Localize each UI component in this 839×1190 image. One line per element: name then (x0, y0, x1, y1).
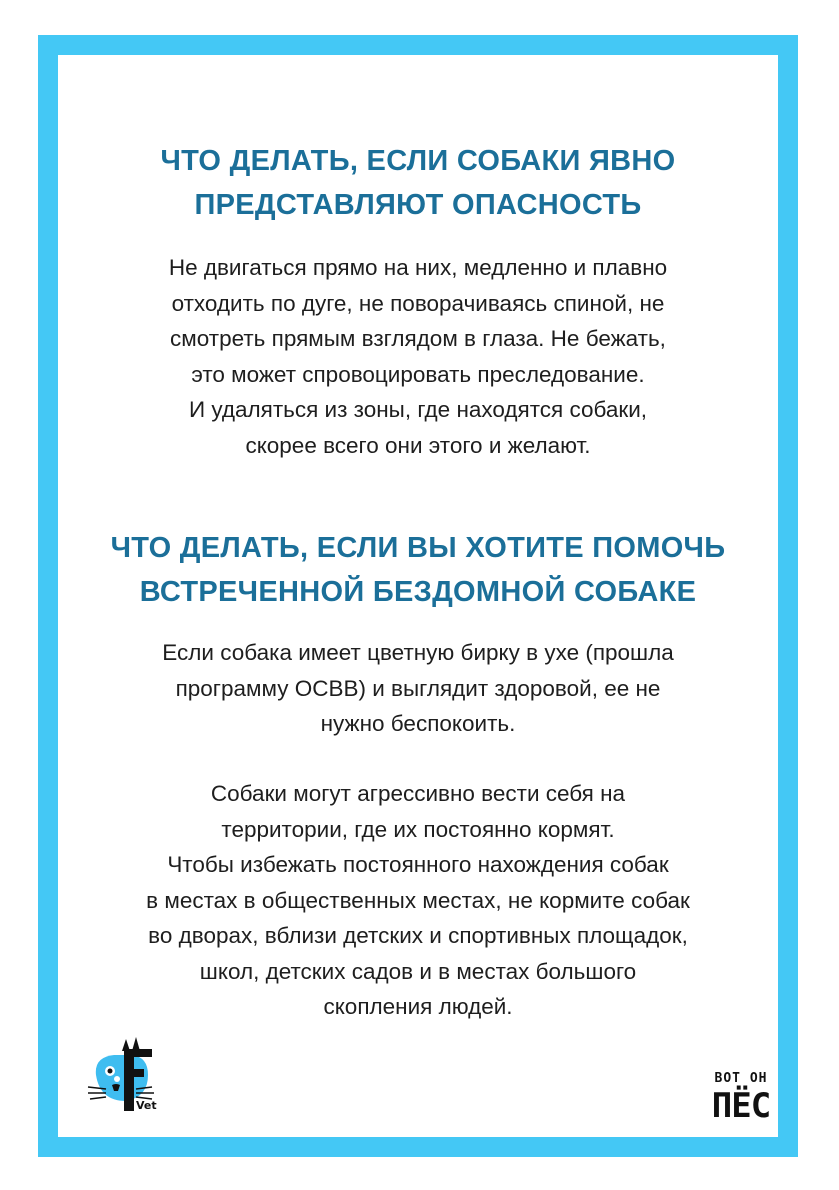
section2-heading (58, 526, 778, 614)
section1-heading-line: ЧТО ДЕЛАТЬ, ЕСЛИ СОБАКИ ЯВНО (160, 145, 676, 177)
cat-vet-logo-icon (86, 1035, 170, 1117)
section1-body-line: И удаляться из зоны, где находятся собаки, (188, 397, 648, 422)
section2-paragraph2-line: в местах в общественных местах, не кормите собак (146, 887, 690, 913)
section2-paragraph2-line: скопления людей. (323, 994, 513, 1019)
logo-top-text: ВОТ ОН (714, 1071, 768, 1086)
section2-paragraph2-line: территории, где их постоянно кормят. (221, 816, 615, 842)
blue-frame (38, 35, 798, 1157)
section1-heading-line: ПРЕДСТАВЛЯЮТ ОПАСНОСТЬ (194, 189, 642, 221)
logo-bottom-text: ПЁС (711, 1086, 771, 1126)
section2-paragraph2-line: во дворах, вблизи детских и спортивных площадок, (148, 923, 688, 948)
section1-body-line: смотреть прямым взглядом в глаза. Не бежать, (170, 326, 666, 351)
vet-logo (86, 1035, 170, 1117)
section2-paragraph1-line: Если собака имеет цветную бирку в ухе (прошла (162, 640, 674, 665)
section1-body-line: это может спровоцировать преследование. (191, 361, 645, 387)
section2-paragraph1 (58, 635, 778, 742)
section2-paragraph2-line: Собаки могут агрессивно вести себя на (210, 781, 626, 806)
section2-paragraph2-line: школ, детских садов и в местах большого (199, 958, 637, 984)
section2-paragraph1-line: нужно беспокоить. (320, 711, 516, 736)
section2-heading-line: ВСТРЕЧЕННОЙ БЕЗДОМНОЙ СОБАКЕ (139, 576, 697, 608)
section2-paragraph2-line: Чтобы избежать постоянного нахождения собак (167, 852, 669, 877)
section1-body-line: отходить по дуге, не поворачиваясь спиной, не (171, 290, 665, 316)
vet-logo-text: Vet (136, 1099, 157, 1112)
section2-paragraph1-line: программу ОСВВ) и выглядит здоровой, ее не (175, 675, 661, 701)
vot-on-pes-logo (706, 1071, 776, 1143)
section1-body (58, 250, 778, 463)
section1-heading (58, 139, 778, 227)
section1-body-line: Не двигаться прямо на них, медленно и плавно (168, 255, 668, 280)
section2-heading-line: ЧТО ДЕЛАТЬ, ЕСЛИ ВЫ ХОТИТЕ ПОМОЧЬ (110, 532, 726, 564)
section2-paragraph2 (58, 776, 778, 1025)
poster-content (58, 55, 778, 1137)
section1-body-line: скорее всего они этого и желают. (245, 432, 591, 458)
